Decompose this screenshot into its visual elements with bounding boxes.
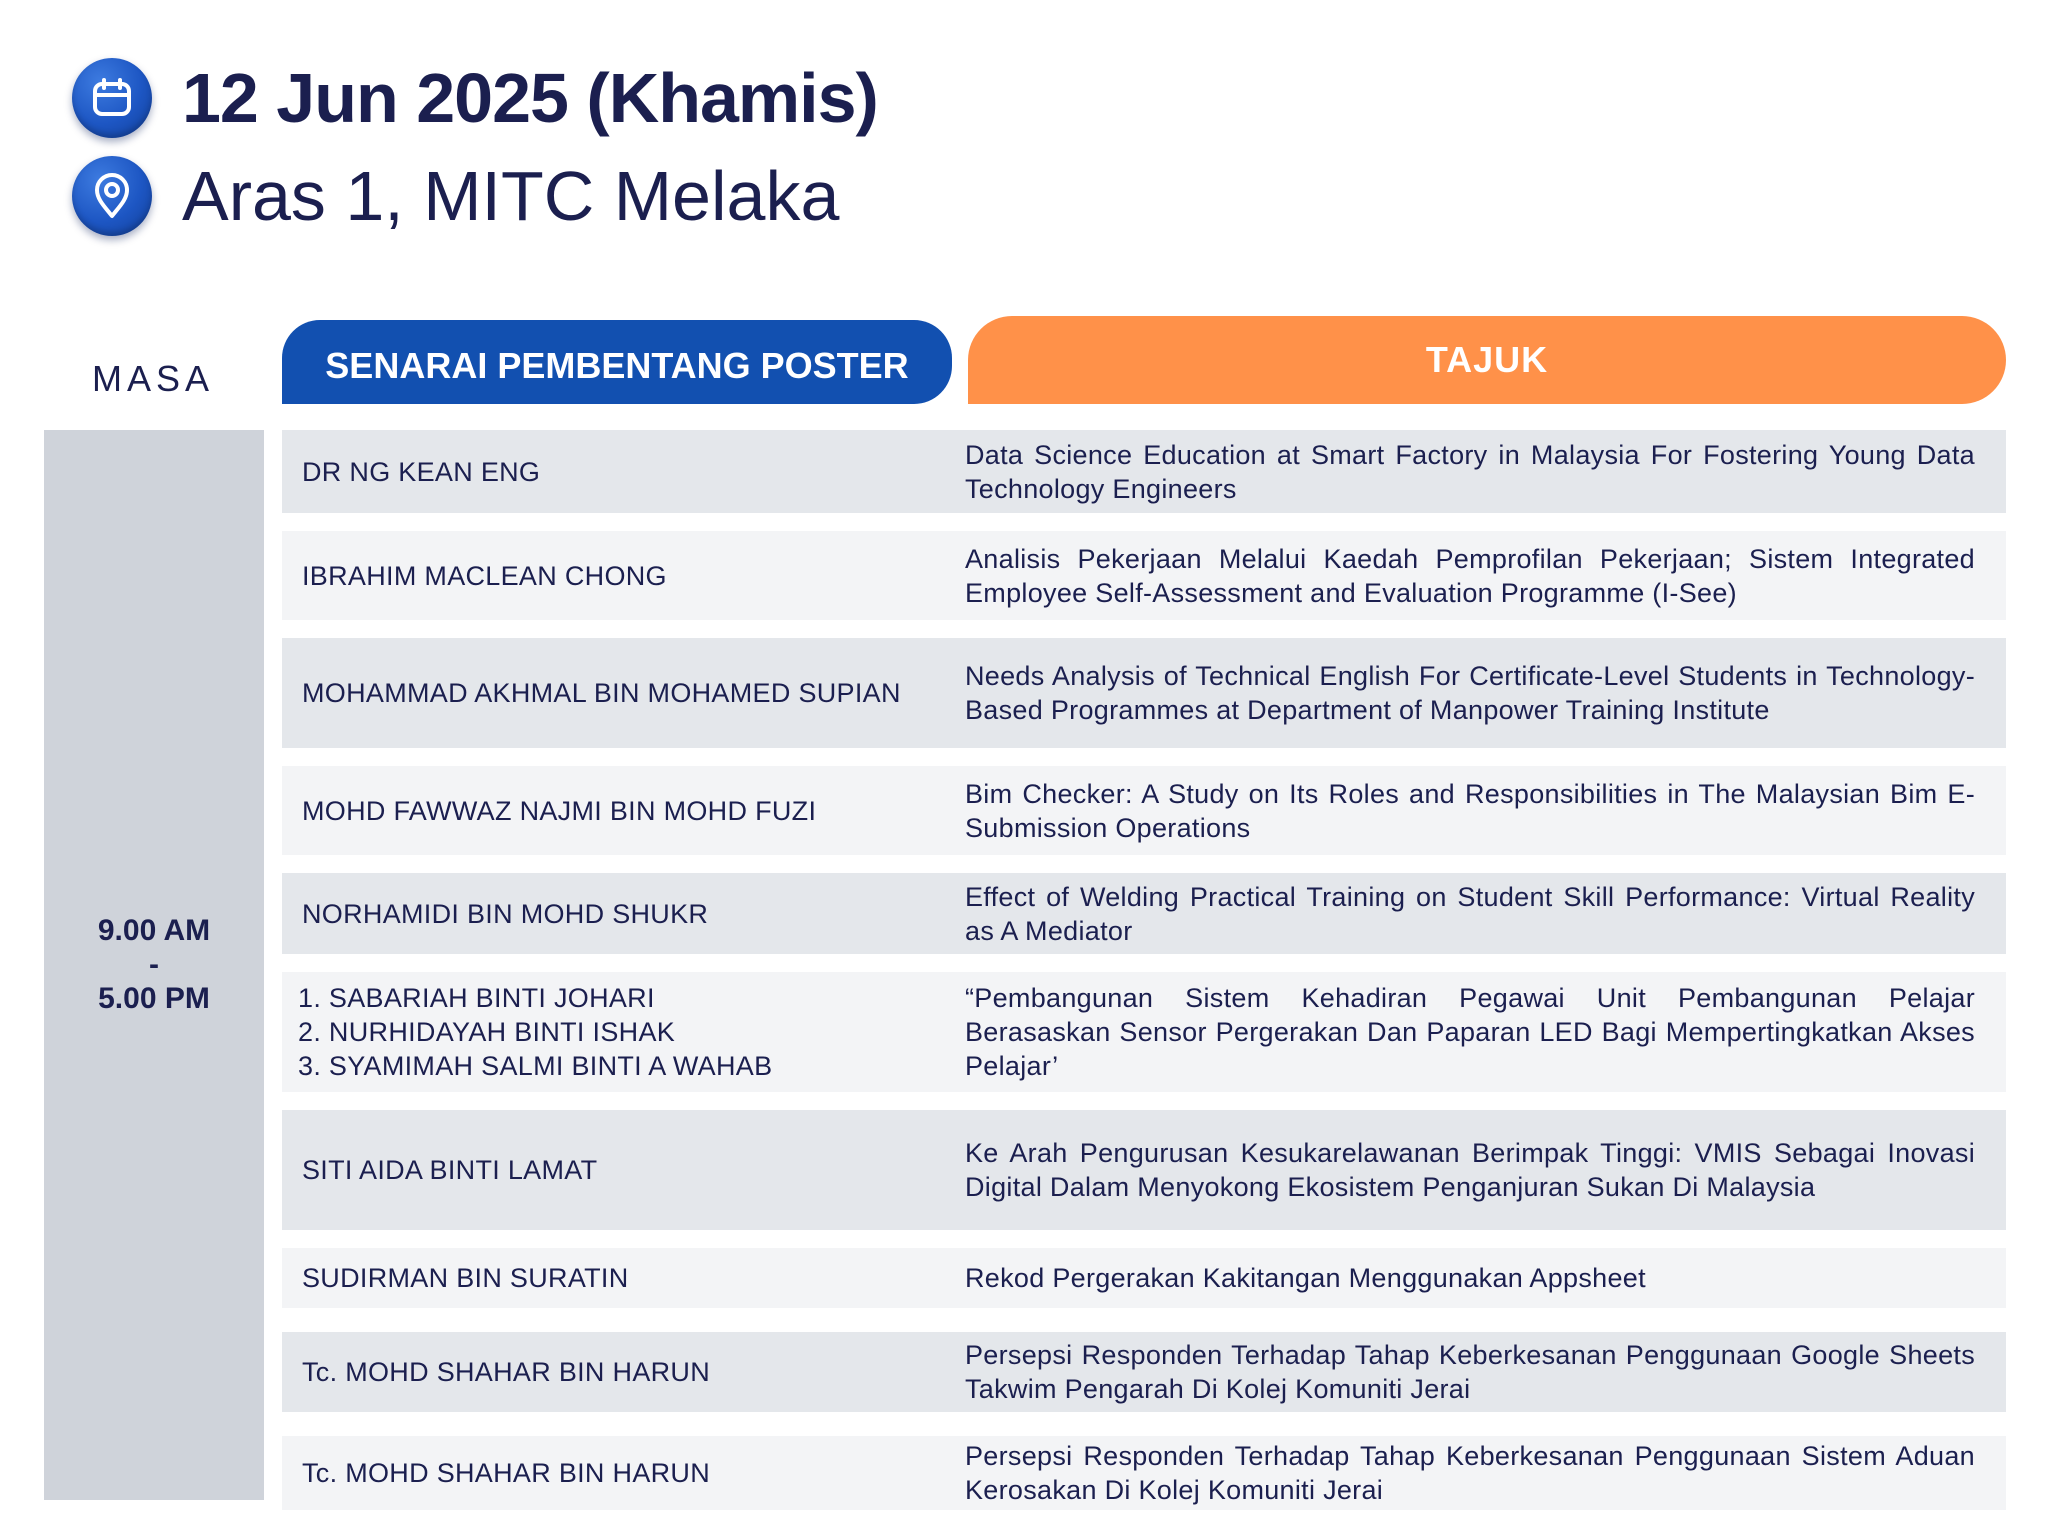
presenters-column-header: SENARAI PEMBENTANG POSTER [282, 320, 952, 404]
table-row [282, 972, 2006, 1092]
presenter-name: SUDIRMAN BIN SURATIN [302, 1263, 629, 1293]
time-separator: - [149, 948, 159, 981]
presenter-name: Tc. MOHD SHAHAR BIN HARUN [302, 1357, 711, 1387]
time-start: 9.00 AM [97, 914, 211, 947]
poster-title: Persepsi Responden Terhadap Tahap Keberkesanan Penggunaan Sistem Aduan Kerosakan Di Kolej Komuniti Jerai [965, 1441, 1975, 1505]
time-end: 5.00 PM [98, 982, 210, 1015]
calendar-icon [72, 58, 152, 138]
presenter-name: NORHAMIDI BIN MOHD SHUKR [302, 898, 709, 929]
presenter-name: MOHD FAWWAZ NAJMI BIN MOHD FUZI [302, 795, 817, 826]
presenter-name: 3. SYAMIMAH SALMI BINTI A WAHAB [298, 1051, 773, 1081]
location-row [72, 156, 839, 236]
date-row [72, 58, 878, 138]
table-row [282, 1332, 2006, 1412]
time-column-header: MASA [92, 358, 215, 399]
presenter-name: 2. NURHIDAYAH BINTI ISHAK [298, 1017, 676, 1047]
poster-title: Needs Analysis of Technical English For Certificate-Level Students in Technology-Based Programmes at Department of Manpower Training Institute [965, 661, 1975, 725]
poster-title: Ke Arah Pengurusan Kesukarelawanan Berimpak Tinggi: VMIS Sebagai Inovasi Digital Dalam Menyokong Ekosistem Penganjuran Sukan Di Malaysia [965, 1138, 1975, 1202]
presenter-list [282, 981, 965, 1083]
table-row [282, 638, 2006, 748]
table-row [282, 1248, 2006, 1308]
title-column-header: TAJUK [968, 316, 2006, 404]
presenter-name: Tc. MOHD SHAHAR BIN HARUN [302, 1458, 711, 1488]
poster-title: “Pembangunan Sistem Kehadiran Pegawai Unit Pembangunan Pelajar Berasaskan Sensor Pergerakan Dan Paparan LED Bagi Mempertingkatkan Akses Pelajar’ [965, 983, 1975, 1081]
table-row [282, 531, 2006, 620]
poster-title: Effect of Welding Practical Training on Student Skill Performance: Virtual Reality as A Mediator [965, 881, 1975, 946]
poster-title: Data Science Education at Smart Factory in Malaysia For Fostering Young Data Technology Engineers [965, 439, 1975, 504]
poster-title: Analisis Pekerjaan Melalui Kaedah Pemprofilan Pekerjaan; Sistem Integrated Employee Self-Assessment and Evaluation Programme (I-See) [965, 543, 1975, 608]
table-row [282, 1110, 2006, 1230]
map-pin-icon [72, 156, 152, 236]
presenter-name: DR NG KEAN ENG [302, 456, 541, 487]
poster-title: Persepsi Responden Terhadap Tahap Keberkesanan Penggunaan Google Sheets Takwim Pengarah Di Kolej Komuniti Jerai [965, 1340, 1975, 1404]
table-row [282, 1436, 2006, 1510]
table-row [282, 766, 2006, 855]
time-slot [44, 430, 264, 1500]
event-location: Aras 1, MITC Melaka [182, 157, 840, 235]
presenter-name: SITI AIDA BINTI LAMAT [302, 1155, 598, 1185]
presenter-name: MOHAMMAD AKHMAL BIN MOHAMED SUPIAN [302, 678, 901, 708]
poster-title: Bim Checker: A Study on Its Roles and Responsibilities in The Malaysian Bim E-Submission Operations [965, 778, 1975, 843]
presenter-name: 1. SABARIAH BINTI JOHARI [298, 983, 655, 1013]
table-row [282, 873, 2006, 954]
table-row [282, 430, 2006, 513]
presenter-name: IBRAHIM MACLEAN CHONG [302, 560, 667, 591]
event-date: 12 Jun 2025 (Khamis) [182, 59, 878, 137]
poster-title: Rekod Pergerakan Kakitangan Menggunakan Appsheet [965, 1263, 1646, 1293]
